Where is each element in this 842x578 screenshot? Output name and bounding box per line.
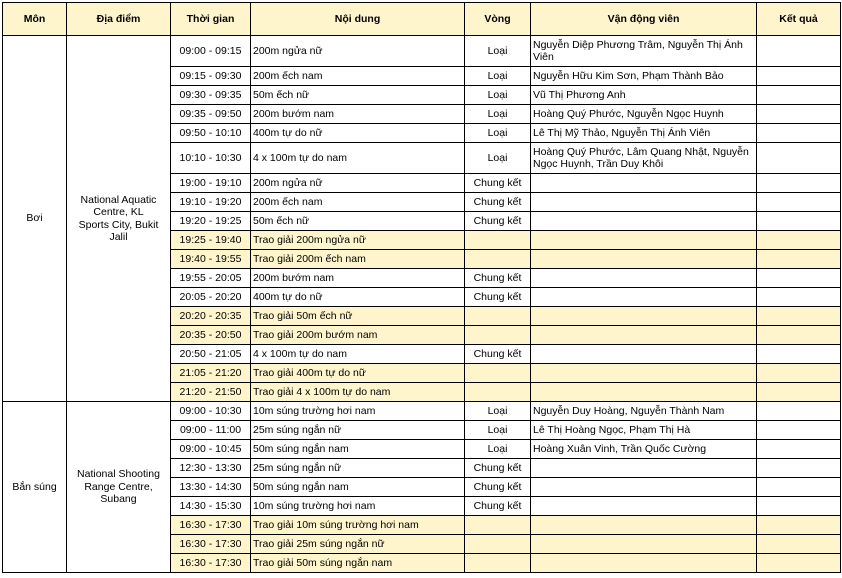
result-cell: [757, 516, 841, 535]
schedule-table: [2, 2, 841, 573]
athletes-cell: [531, 364, 757, 383]
time-cell: 19:25 - 19:40: [171, 231, 251, 250]
round-cell: Loại: [465, 402, 531, 421]
event-cell: 200m ngửa nữ: [251, 36, 465, 67]
event-cell: 25m súng ngắn nữ: [251, 459, 465, 478]
header-venue: Địa điểm: [67, 3, 171, 36]
event-cell: 25m súng ngắn nữ: [251, 421, 465, 440]
athletes-cell: Vũ Thị Phương Anh: [531, 86, 757, 105]
round-cell: [465, 307, 531, 326]
venue-cell: National Shooting Range Centre, Subang: [67, 402, 171, 573]
event-cell: 50m ếch nữ: [251, 212, 465, 231]
athletes-cell: [531, 250, 757, 269]
round-cell: [465, 383, 531, 402]
time-cell: 09:00 - 10:45: [171, 440, 251, 459]
round-cell: [465, 326, 531, 345]
time-cell: 10:10 - 10:30: [171, 143, 251, 174]
athletes-cell: [531, 174, 757, 193]
event-cell: 50m súng ngắn nam: [251, 478, 465, 497]
result-cell: [757, 212, 841, 231]
round-cell: Chung kết: [465, 269, 531, 288]
event-cell: Trao giải 200m bướm nam: [251, 326, 465, 345]
result-cell: [757, 307, 841, 326]
athletes-cell: [531, 307, 757, 326]
result-cell: [757, 143, 841, 174]
athletes-cell: [531, 554, 757, 573]
result-cell: [757, 174, 841, 193]
athletes-cell: Hoàng Xuân Vinh, Trần Quốc Cường: [531, 440, 757, 459]
athletes-cell: [531, 288, 757, 307]
round-cell: Loại: [465, 86, 531, 105]
result-cell: [757, 383, 841, 402]
round-cell: Chung kết: [465, 288, 531, 307]
time-cell: 09:50 - 10:10: [171, 124, 251, 143]
sport-cell: Bắn súng: [3, 402, 67, 573]
result-cell: [757, 67, 841, 86]
result-cell: [757, 288, 841, 307]
event-cell: 400m tự do nữ: [251, 288, 465, 307]
round-cell: [465, 231, 531, 250]
event-cell: 50m ếch nữ: [251, 86, 465, 105]
round-cell: Chung kết: [465, 193, 531, 212]
athletes-cell: Lê Thị Hoàng Ngọc, Phạm Thị Hà: [531, 421, 757, 440]
round-cell: [465, 554, 531, 573]
round-cell: Chung kết: [465, 174, 531, 193]
athletes-cell: [531, 535, 757, 554]
time-cell: 16:30 - 17:30: [171, 554, 251, 573]
time-cell: 21:20 - 21:50: [171, 383, 251, 402]
event-cell: 200m bướm nam: [251, 105, 465, 124]
result-cell: [757, 402, 841, 421]
time-cell: 09:00 - 10:30: [171, 402, 251, 421]
time-cell: 09:00 - 09:15: [171, 36, 251, 67]
event-cell: Trao giải 200m ếch nam: [251, 250, 465, 269]
round-cell: [465, 250, 531, 269]
round-cell: Loại: [465, 421, 531, 440]
table-row: [3, 402, 841, 421]
result-cell: [757, 231, 841, 250]
result-cell: [757, 459, 841, 478]
time-cell: 20:05 - 20:20: [171, 288, 251, 307]
event-cell: 200m ếch nam: [251, 67, 465, 86]
athletes-cell: [531, 193, 757, 212]
round-cell: Loại: [465, 440, 531, 459]
header-round: Vòng: [465, 3, 531, 36]
round-cell: Loại: [465, 67, 531, 86]
athletes-cell: Hoàng Quý Phước, Nguyễn Ngọc Huynh: [531, 105, 757, 124]
event-cell: 4 x 100m tự do nam: [251, 345, 465, 364]
time-cell: 13:30 - 14:30: [171, 478, 251, 497]
schedule-body: [3, 36, 841, 573]
result-cell: [757, 535, 841, 554]
time-cell: 19:10 - 19:20: [171, 193, 251, 212]
time-cell: 14:30 - 15:30: [171, 497, 251, 516]
time-cell: 19:55 - 20:05: [171, 269, 251, 288]
round-cell: Chung kết: [465, 345, 531, 364]
result-cell: [757, 36, 841, 67]
time-cell: 21:05 - 21:20: [171, 364, 251, 383]
result-cell: [757, 554, 841, 573]
result-cell: [757, 421, 841, 440]
athletes-cell: [531, 345, 757, 364]
result-cell: [757, 124, 841, 143]
round-cell: [465, 516, 531, 535]
result-cell: [757, 326, 841, 345]
time-cell: 20:50 - 21:05: [171, 345, 251, 364]
event-cell: 10m súng trường hơi nam: [251, 497, 465, 516]
round-cell: Chung kết: [465, 478, 531, 497]
round-cell: Loại: [465, 143, 531, 174]
time-cell: 09:30 - 09:35: [171, 86, 251, 105]
athletes-cell: [531, 326, 757, 345]
header-event: Nội dung: [251, 3, 465, 36]
event-cell: Trao giải 50m súng ngắn nam: [251, 554, 465, 573]
event-cell: Trao giải 25m súng ngắn nữ: [251, 535, 465, 554]
athletes-cell: Hoàng Quý Phước, Lâm Quang Nhật, Nguyễn Ngọc Huynh, Trần Duy Khôi: [531, 143, 757, 174]
athletes-cell: [531, 459, 757, 478]
athletes-cell: [531, 478, 757, 497]
round-cell: Loại: [465, 105, 531, 124]
round-cell: Loại: [465, 36, 531, 67]
athletes-cell: [531, 497, 757, 516]
round-cell: [465, 364, 531, 383]
table-row: [3, 36, 841, 67]
athletes-cell: [531, 516, 757, 535]
time-cell: 09:15 - 09:30: [171, 67, 251, 86]
round-cell: Chung kết: [465, 459, 531, 478]
event-cell: 200m ngửa nữ: [251, 174, 465, 193]
result-cell: [757, 105, 841, 124]
result-cell: [757, 269, 841, 288]
event-cell: Trao giải 400m tự do nữ: [251, 364, 465, 383]
athletes-cell: Nguyễn Diệp Phương Trâm, Nguyễn Thị Ánh Viên: [531, 36, 757, 67]
result-cell: [757, 345, 841, 364]
time-cell: 09:35 - 09:50: [171, 105, 251, 124]
header-sport: Môn: [3, 3, 67, 36]
event-cell: Trao giải 10m súng trường hơi nam: [251, 516, 465, 535]
result-cell: [757, 478, 841, 497]
athletes-cell: Lê Thị Mỹ Thảo, Nguyễn Thị Ánh Viên: [531, 124, 757, 143]
time-cell: 09:00 - 11:00: [171, 421, 251, 440]
header-row: [3, 3, 841, 36]
event-cell: Trao giải 200m ngửa nữ: [251, 231, 465, 250]
time-cell: 16:30 - 17:30: [171, 516, 251, 535]
athletes-cell: [531, 231, 757, 250]
result-cell: [757, 250, 841, 269]
result-cell: [757, 193, 841, 212]
venue-cell: National Aquatic Centre, KL Sports City, Bukit Jalil: [67, 36, 171, 402]
event-cell: Trao giải 4 x 100m tự do nam: [251, 383, 465, 402]
time-cell: 12:30 - 13:30: [171, 459, 251, 478]
event-cell: 10m súng trường hơi nam: [251, 402, 465, 421]
time-cell: 19:00 - 19:10: [171, 174, 251, 193]
round-cell: [465, 535, 531, 554]
header-result: Kết quả: [757, 3, 841, 36]
time-cell: 20:35 - 20:50: [171, 326, 251, 345]
round-cell: Chung kết: [465, 212, 531, 231]
time-cell: 16:30 - 17:30: [171, 535, 251, 554]
time-cell: 20:20 - 20:35: [171, 307, 251, 326]
result-cell: [757, 86, 841, 105]
event-cell: 4 x 100m tự do nam: [251, 143, 465, 174]
athletes-cell: Nguyễn Hữu Kim Sơn, Phạm Thành Bảo: [531, 67, 757, 86]
header-athletes: Vận động viên: [531, 3, 757, 36]
round-cell: Loại: [465, 124, 531, 143]
result-cell: [757, 497, 841, 516]
event-cell: 50m súng ngắn nam: [251, 440, 465, 459]
event-cell: Trao giải 50m ếch nữ: [251, 307, 465, 326]
result-cell: [757, 364, 841, 383]
athletes-cell: [531, 212, 757, 231]
athletes-cell: [531, 269, 757, 288]
sport-cell: Bơi: [3, 36, 67, 402]
athletes-cell: Nguyễn Duy Hoàng, Nguyễn Thành Nam: [531, 402, 757, 421]
athletes-cell: [531, 383, 757, 402]
time-cell: 19:40 - 19:55: [171, 250, 251, 269]
event-cell: 400m tự do nữ: [251, 124, 465, 143]
time-cell: 19:20 - 19:25: [171, 212, 251, 231]
event-cell: 200m ếch nam: [251, 193, 465, 212]
round-cell: Chung kết: [465, 497, 531, 516]
event-cell: 200m bướm nam: [251, 269, 465, 288]
result-cell: [757, 440, 841, 459]
header-time: Thời gian: [171, 3, 251, 36]
